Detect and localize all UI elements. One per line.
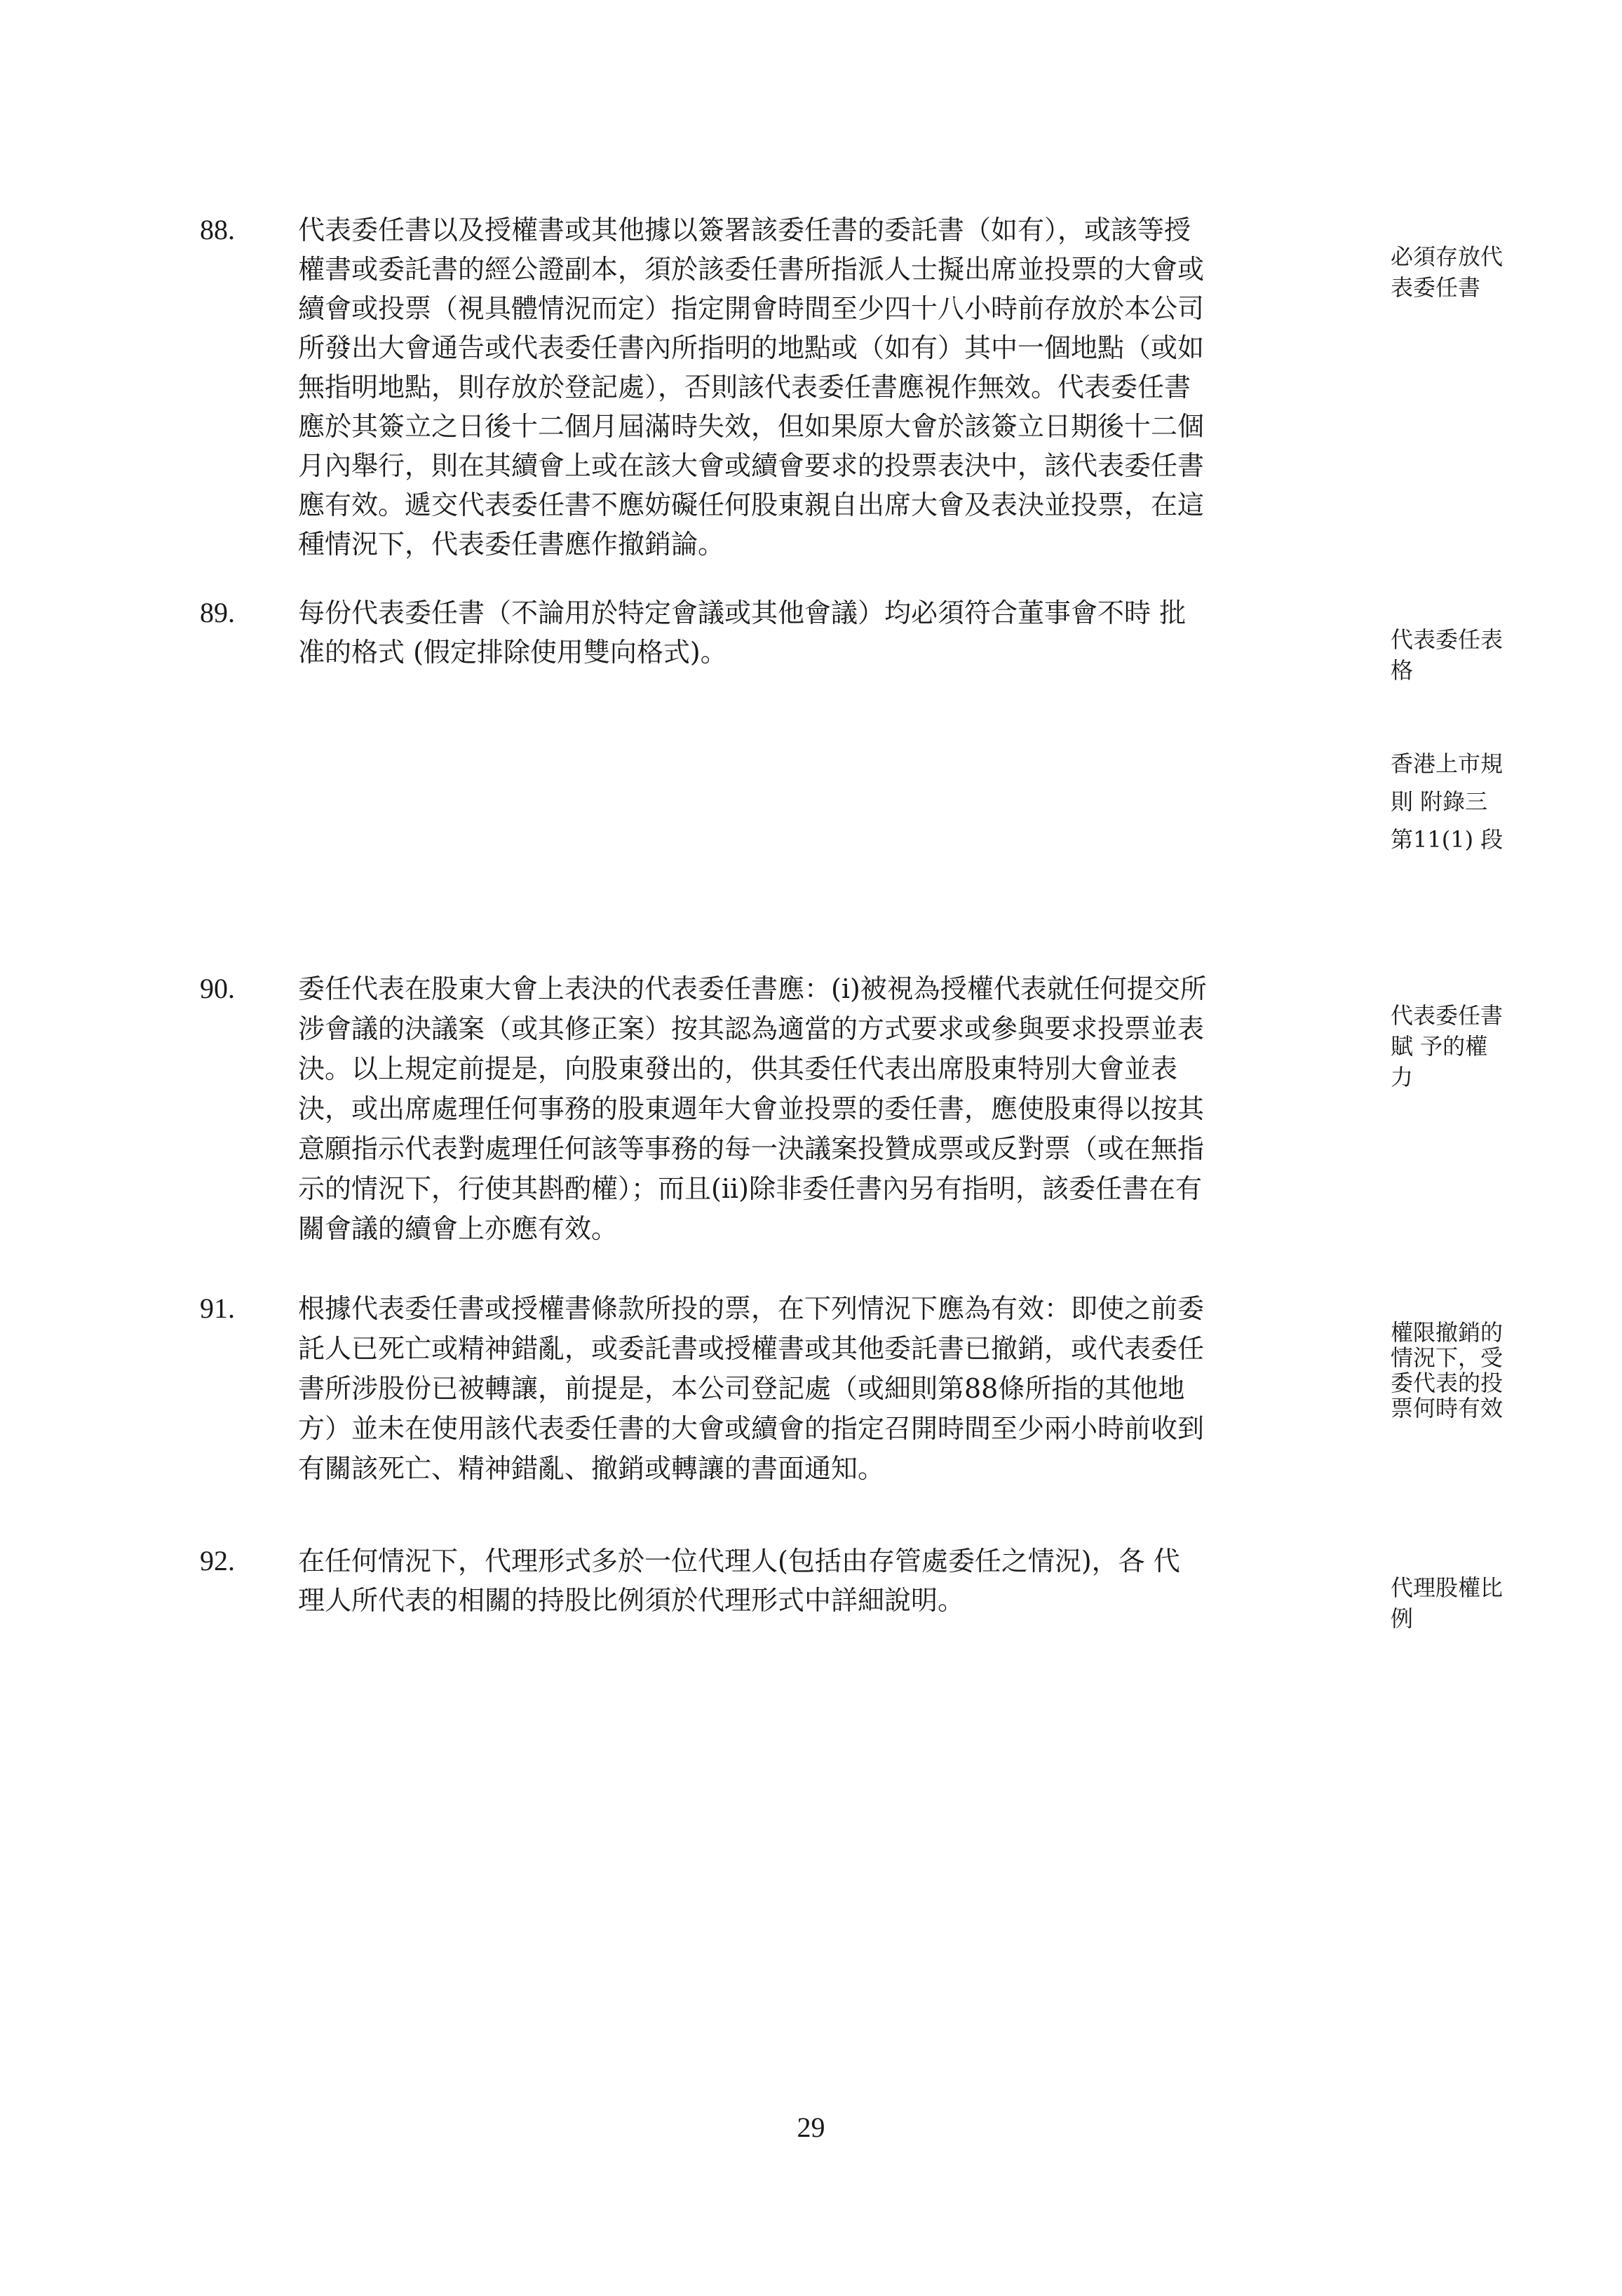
margin-note-reference: 香港上市規 則 附錄三 第11(1) 段 — [1391, 750, 1503, 853]
article-text: 代表委任書以及授權書或其他據以簽署該委任書的委託書（如有），或該等授 權書或委託書的經公證副本，須於該委任書所指派人士擬出席並投票的大會或 續會或投票（視具體情況而定）指定開會時間至少四十八小時前存放於本公司 所發出大會通告或代表委任書內所指明的地點或（如有）其中一個地點（或如 無指明地點，則存放於登記處），否則該代表委任書應視作無效。代表委任書 應於其簽立之日後十二個月屆滿時失效，但如果原大會於該簽立日期後十二個 月內舉行，則在其續會上或在該大會或續會要求的投票表決中，該代表委任書 應有效。遞交代表委任書不應妨礙任何股東親自出席大會及表決並投票，在這 種情況下，代表委任書應作撤銷論。 — [298, 215, 1205, 560]
article-number: 88. — [200, 214, 235, 245]
article-number: 91. — [200, 1292, 235, 1324]
article-text: 根據代表委任書或授權書條款所投的票，在下列情況下應為有效：即使之前委 託人已死亡或精神錯亂，或委託書或授權書或其他委託書已撤銷，或代表委任 書所涉股份已被轉讓，前提是，本公司登記處（或細則第88條所指的其他地 方）並未在使用該代表委任書的大會或續會的指定召開時間至少兩小時前收到 有關該死亡、精神錯亂、撤銷或轉讓的書面通知。 — [298, 1293, 1205, 1484]
margin-note: 代表委任書 賦 予的權 力 — [1391, 1002, 1503, 1090]
margin-notes — [1391, 969, 1531, 1152]
margin-notes — [1391, 210, 1531, 362]
margin-notes — [1391, 593, 1531, 917]
article-number: 89. — [200, 597, 235, 628]
article-text: 在任何情況下，代理形式多於一位代理人(包括由存管處委任之情況)，各 代 理人所代表的相關的持股比例須於代理形式中詳細說明。 — [298, 1546, 1180, 1616]
article-text: 委任代表在股東大會上表決的代表委任書應：(i)被視為授權代表就任何提交所 涉會議的決議案（或其修正案）按其認為適當的方式要求或參與要求投票並表 決。以上規定前提是，向股東發出的，供其委任代表出席股東特別大會並表 決，或出席處理任何事務的股東週年大會並投票的委任書，應使股東得以按其 意願指示代表對處理任何該等事務的每一決議案投贊成票或反對票（或在無指 示的情況下，行使其斟酌權）；而且(ii)除非委任書內另有指明，該委任書在有 關會議的續會上亦應有效。 — [298, 973, 1207, 1244]
margin-notes — [1391, 1541, 1531, 1693]
margin-notes — [1391, 1289, 1531, 1480]
article-text: 每份代表委任書（不論用於特定會議或其他會議）均必須符合董事會不時 批 准的格式 (假定排除使用雙向格式)。 — [298, 597, 1187, 668]
page-number: 29 — [797, 2112, 825, 2143]
margin-note: 必須存放代 表委任書 — [1391, 243, 1503, 301]
margin-note: 代表委任表 格 — [1391, 626, 1503, 684]
article-number: 92. — [200, 1545, 235, 1576]
article-number: 90. — [200, 973, 235, 1004]
margin-note: 權限撤銷的 情況下，受 委代表的投 票何時有效 — [1391, 1319, 1503, 1422]
margin-note: 代理股權比 例 — [1391, 1574, 1503, 1632]
